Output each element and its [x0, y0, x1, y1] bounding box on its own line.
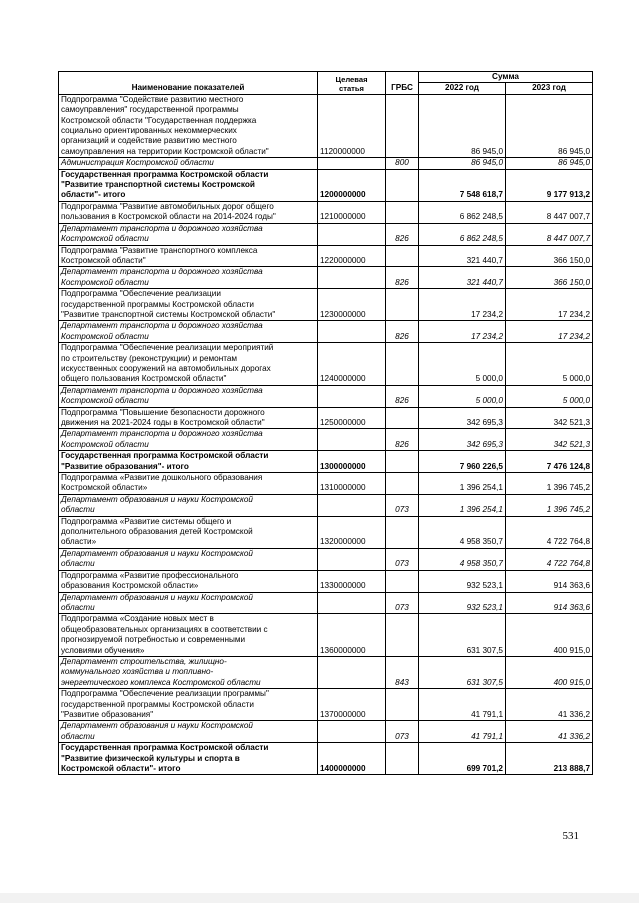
table-row [59, 494, 593, 516]
row-name: Департамент образования и науки Костромской области [59, 548, 318, 570]
row-sum-2023: 4 722 764,8 [506, 516, 593, 548]
row-target-article: 1330000000 [318, 570, 386, 592]
row-sum-2023: 342 521,3 [506, 429, 593, 451]
header-target-article: Целевая статья [318, 72, 386, 95]
row-name: Подпрограмма "Повышение безопасности дорожного движения на 2021-2024 годы в Костромской области" [59, 407, 318, 429]
row-sum-2022: 342 695,3 [419, 429, 506, 451]
row-target-article: 1320000000 [318, 516, 386, 548]
row-sum-2023: 914 363,6 [506, 592, 593, 614]
row-sum-2022: 41 791,1 [419, 689, 506, 721]
row-sum-2022: 5 000,0 [419, 343, 506, 386]
row-sum-2023: 41 336,2 [506, 721, 593, 743]
row-grbs: 826 [386, 223, 419, 245]
row-name: Департамент транспорта и дорожного хозяйства Костромской области [59, 385, 318, 407]
row-sum-2023: 914 363,6 [506, 570, 593, 592]
row-grbs [386, 289, 419, 321]
row-sum-2022: 7 960 226,5 [419, 451, 506, 473]
header-grbs: ГРБС [386, 72, 419, 95]
row-sum-2022: 4 958 350,7 [419, 548, 506, 570]
row-name: Подпрограмма "Развитие транспортного комплекса Костромской области" [59, 245, 318, 267]
row-sum-2023: 86 945,0 [506, 94, 593, 157]
header-sum: Сумма [419, 72, 593, 83]
row-name: Департамент образования и науки Костромской области [59, 494, 318, 516]
table-row [59, 385, 593, 407]
table-row [59, 570, 593, 592]
table-row [59, 343, 593, 386]
table-body [59, 94, 593, 775]
table-row [59, 614, 593, 657]
table-row [59, 743, 593, 775]
row-sum-2023: 366 150,0 [506, 245, 593, 267]
header-name: Наименование показателей [59, 72, 318, 95]
row-grbs [386, 614, 419, 657]
table-row [59, 245, 593, 267]
header-year-2022: 2022 год [419, 83, 506, 94]
row-grbs [386, 245, 419, 267]
row-sum-2022: 699 701,2 [419, 743, 506, 775]
table-row [59, 321, 593, 343]
row-sum-2022: 86 945,0 [419, 94, 506, 157]
row-name: Подпрограмма "Содействие развитию местного самоуправления" государственной программы Костромской области "Государственная поддержка социально ориентированных некоммерческих организаций и содействие развитию местного самоуправления на территории Костромской области" [59, 94, 318, 157]
table-row [59, 169, 593, 201]
row-grbs: 826 [386, 267, 419, 289]
row-name: Государственная программа Костромской области "Развитие образования"- итого [59, 451, 318, 473]
row-sum-2022: 6 862 248,5 [419, 201, 506, 223]
page-number: 531 [562, 830, 579, 842]
row-target-article [318, 721, 386, 743]
row-name: Департамент образования и науки Костромской области [59, 592, 318, 614]
row-grbs [386, 407, 419, 429]
row-sum-2022: 17 234,2 [419, 289, 506, 321]
row-sum-2023: 9 177 913,2 [506, 169, 593, 201]
row-sum-2022: 7 548 618,7 [419, 169, 506, 201]
row-target-article: 1220000000 [318, 245, 386, 267]
row-name: Подпрограмма «Развитие дошкольного образования Костромской области» [59, 473, 318, 495]
row-grbs [386, 743, 419, 775]
row-target-article: 1250000000 [318, 407, 386, 429]
table-row [59, 223, 593, 245]
table-row [59, 689, 593, 721]
row-grbs [386, 343, 419, 386]
row-target-article: 1370000000 [318, 689, 386, 721]
row-sum-2022: 41 791,1 [419, 721, 506, 743]
row-grbs: 843 [386, 656, 419, 688]
row-name: Подпрограмма "Обеспечение реализации государственной программы Костромской области "Развитие транспортной системы Костромской области" [59, 289, 318, 321]
row-sum-2022: 6 862 248,5 [419, 223, 506, 245]
row-name: Подпрограмма "Обеспечение реализации мероприятий по строительству (реконструкции) и ремонтам искусственных сооружений на автомобильных дорогах общего пользования Костромской области" [59, 343, 318, 386]
row-target-article: 1120000000 [318, 94, 386, 157]
row-name: Департамент транспорта и дорожного хозяйства Костромской области [59, 321, 318, 343]
row-sum-2023: 41 336,2 [506, 689, 593, 721]
row-grbs: 826 [386, 429, 419, 451]
row-grbs: 800 [386, 158, 419, 169]
row-target-article [318, 592, 386, 614]
row-target-article: 1200000000 [318, 169, 386, 201]
row-name: Департамент транспорта и дорожного хозяйства Костромской области [59, 267, 318, 289]
row-target-article: 1300000000 [318, 451, 386, 473]
row-sum-2022: 932 523,1 [419, 592, 506, 614]
row-sum-2022: 4 958 350,7 [419, 516, 506, 548]
table-row [59, 429, 593, 451]
row-grbs [386, 169, 419, 201]
row-sum-2022: 342 695,3 [419, 407, 506, 429]
row-name: Департамент транспорта и дорожного хозяйства Костромской области [59, 429, 318, 451]
table-row [59, 94, 593, 157]
budget-table [58, 71, 593, 775]
row-sum-2022: 1 396 254,1 [419, 473, 506, 495]
row-sum-2023: 5 000,0 [506, 385, 593, 407]
row-grbs: 073 [386, 494, 419, 516]
row-target-article [318, 429, 386, 451]
row-grbs [386, 94, 419, 157]
row-target-article [318, 321, 386, 343]
row-sum-2023: 86 945,0 [506, 158, 593, 169]
row-sum-2023: 1 396 745,2 [506, 473, 593, 495]
row-sum-2022: 17 234,2 [419, 321, 506, 343]
row-sum-2022: 5 000,0 [419, 385, 506, 407]
table-row [59, 721, 593, 743]
row-sum-2023: 8 447 007,7 [506, 223, 593, 245]
row-target-article [318, 656, 386, 688]
table-row [59, 158, 593, 169]
row-sum-2022: 321 440,7 [419, 245, 506, 267]
table-row [59, 516, 593, 548]
row-target-article: 1400000000 [318, 743, 386, 775]
row-target-article: 1210000000 [318, 201, 386, 223]
table-row [59, 201, 593, 223]
row-name: Подпрограмма «Создание новых мест в общеобразовательных организациях в соответствии с прогнозируемой потребностью и современными условиями обучения» [59, 614, 318, 657]
row-sum-2023: 400 915,0 [506, 614, 593, 657]
scan-bottom-strip [0, 893, 639, 903]
row-name: Администрация Костромской области [59, 158, 318, 169]
row-sum-2022: 932 523,1 [419, 570, 506, 592]
row-grbs [386, 473, 419, 495]
row-grbs: 826 [386, 321, 419, 343]
row-grbs [386, 451, 419, 473]
row-grbs: 073 [386, 592, 419, 614]
row-grbs [386, 689, 419, 721]
table-row [59, 592, 593, 614]
row-sum-2023: 213 888,7 [506, 743, 593, 775]
row-target-article [318, 548, 386, 570]
row-name: Подпрограмма "Обеспечение реализации программы" государственной программы Костромской области "Развитие образования" [59, 689, 318, 721]
row-name: Государственная программа Костромской области "Развитие транспортной системы Костромской области"- итого [59, 169, 318, 201]
row-sum-2023: 1 396 745,2 [506, 494, 593, 516]
row-target-article [318, 158, 386, 169]
row-sum-2023: 4 722 764,8 [506, 548, 593, 570]
table-row [59, 548, 593, 570]
header-year-2023: 2023 год [506, 83, 593, 94]
row-sum-2023: 366 150,0 [506, 267, 593, 289]
table-row [59, 451, 593, 473]
row-grbs [386, 570, 419, 592]
row-target-article: 1310000000 [318, 473, 386, 495]
row-sum-2023: 8 447 007,7 [506, 201, 593, 223]
row-target-article [318, 494, 386, 516]
row-target-article [318, 385, 386, 407]
row-sum-2022: 1 396 254,1 [419, 494, 506, 516]
row-sum-2022: 86 945,0 [419, 158, 506, 169]
row-sum-2023: 342 521,3 [506, 407, 593, 429]
table-row [59, 656, 593, 688]
row-name: Департамент транспорта и дорожного хозяйства Костромской области [59, 223, 318, 245]
row-sum-2022: 321 440,7 [419, 267, 506, 289]
row-sum-2022: 631 307,5 [419, 614, 506, 657]
row-sum-2023: 17 234,2 [506, 321, 593, 343]
row-grbs: 826 [386, 385, 419, 407]
table-row [59, 407, 593, 429]
row-name: Подпрограмма «Развитие системы общего и дополнительного образования детей Костромской области» [59, 516, 318, 548]
row-grbs: 073 [386, 548, 419, 570]
row-sum-2023: 17 234,2 [506, 289, 593, 321]
row-name: Подпрограмма "Развитие автомобильных дорог общего пользования в Костромской области на 2014-2024 годы" [59, 201, 318, 223]
row-sum-2023: 7 476 124,8 [506, 451, 593, 473]
row-target-article [318, 223, 386, 245]
row-name: Государственная программа Костромской области "Развитие физической культуры и спорта в Костромской области"- итого [59, 743, 318, 775]
row-grbs [386, 201, 419, 223]
row-name: Департамент образования и науки Костромской области [59, 721, 318, 743]
row-grbs [386, 516, 419, 548]
table-row [59, 289, 593, 321]
row-target-article: 1230000000 [318, 289, 386, 321]
row-name: Подпрограмма «Развитие профессионального образования Костромской области» [59, 570, 318, 592]
table-row [59, 267, 593, 289]
row-target-article: 1360000000 [318, 614, 386, 657]
row-name: Департамент строительства, жилищно- коммунального хозяйства и топливно- энергетического комплекса Костромской области [59, 656, 318, 688]
row-sum-2023: 400 915,0 [506, 656, 593, 688]
row-target-article [318, 267, 386, 289]
row-grbs: 073 [386, 721, 419, 743]
row-sum-2022: 631 307,5 [419, 656, 506, 688]
table-row [59, 473, 593, 495]
row-sum-2023: 5 000,0 [506, 343, 593, 386]
row-target-article: 1240000000 [318, 343, 386, 386]
